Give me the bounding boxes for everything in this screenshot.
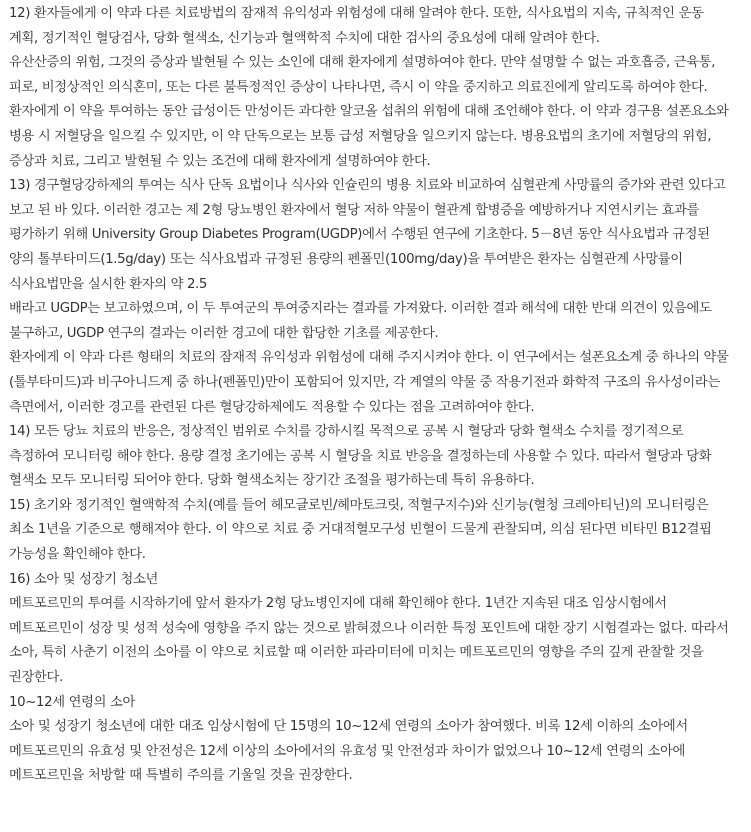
- paragraph-pediatric-trial: 소아 및 성장기 청소년에 대한 대조 임상시험에 단 15명의 10~12세 연령의 소아가 참여했다. 비록 12세 이하의 소아에서 메트포르민의 유효성 및 안전성은 12세 이상의 소아에서의 유효성 및 안전성과 차이가 없었으나 10~12세 연령의 소아에 메트포르민을 처방할 때 특별히 주의를 기울일 것을 권장한다.: [9, 719, 688, 784]
- paragraph-pediatric-growth: 메트포르민의 투여를 시작하기에 앞서 환자가 2형 당뇨병인지에 대해 확인해야 한다. 1년간 지속된 대조 임상시험에서 메트포르민이 성장 및 성적 성숙에 영향을 주지 않는 것으로 밝혀졌으나 이러한 특정 포인트에 대한 장기 시험결과는 없다. 따라서 소아, 특히 사춘기 이전의 소아를 이 약으로 치료할 때 이러한 파라미터에 미치는 메트포르민의 영향을 주의 깊게 관찰할 것을 권장한다.: [9, 596, 729, 686]
- paragraph-hematologic-monitoring: 15) 초기와 정기적인 혈액학적 수치(예를 들어 헤모글로빈/헤마토크릿, 적혈구지수)와 신기능(혈청 크레아티닌)의 모니터링은 최소 1년을 기준으로 행해져야 한다. 이 약으로 치료 중 거대적혈모구성 빈혈이 드물게 관찰되며, 의심 된다면 비타민 B12결핍 가능성을 확인해야 한다.: [9, 497, 712, 563]
- subheading-age-10-12: 10~12세 연령의 소아: [9, 694, 135, 710]
- paragraph-alcohol-hypoglycemia: 환자에게 이 약을 투여하는 동안 급성이든 만성이든 과다한 알코올 섭취의 위험에 대해 조언해야 한다. 이 약과 경구용 설폰요소와 병용 시 저혈당을 일으킬 수 있지만, 이 약 단독으로는 보통 급성 저혈당을 일으키지 않는다. 병용요법의 초기에 저혈당의 위험, 증상과 치료, 그리고 발현될 수 있는 조건에 대해 환자에게 설명하여야 한다.: [9, 104, 729, 169]
- paragraph-patient-information: 12) 환자들에게 이 약과 다른 치료방법의 잠재적 유익성과 위험성에 대해 알려야 한다. 또한, 식사요법의 지속, 규칙적인 운동 계획, 정기적인 혈당검사, 당화 혈색소, 신기능과 혈액학적 수치에 대한 검사의 중요성에 대해 알려야 한다.: [9, 6, 704, 46]
- paragraph-lactic-acidosis: 유산산증의 위험, 그것의 증상과 발현될 수 있는 소인에 대해 환자에게 설명하여야 한다. 만약 설명할 수 없는 과호흡증, 근육통, 피로, 비정상적인 의식혼미, 또는 다른 불특정적인 증상이 나타나면, 즉시 이 약을 중지하고 의료진에게 알리도록 하여야 한다.: [9, 55, 716, 95]
- paragraph-risk-benefit: 환자에게 이 약과 다른 형태의 치료의 잠재적 유익성과 위험성에 대해 주지시켜야 한다. 이 연구에서는 설폰요소계 중 하나의 약물(톨부타미드)과 비구아니드계 중 하나(펜폴민)만이 포함되어 있지만, 각 계열의 약물 중 작용기전과 화학적 구조의 유사성이라는 측면에서, 이러한 경고를 관련된 다른 혈당강하제에도 적용할 수 있다는 점을 고려하여야 한다.: [9, 350, 729, 415]
- paragraph-ugdp-result: 배라고 UGDP는 보고하였으며, 이 두 투여군의 투여중지라는 결과를 가져왔다. 이러한 결과 해석에 대한 반대 의견이 있음에도 불구하고, UGDP 연구의 결과는 이러한 경고에 대한 합당한 기초를 제공한다.: [9, 301, 712, 341]
- section-heading-pediatric: 16) 소아 및 성장기 청소년: [9, 571, 159, 587]
- paragraph-glucose-monitoring: 14) 모든 당뇨 치료의 반응은, 정상적인 범위로 수치를 강하시킬 목적으로 공복 시 혈당과 당화 혈색소 수치를 정기적으로 측정하여 모니터링 해야 한다. 용량 결정 초기에는 공복 시 혈당을 치료 반응을 결정하는데 사용할 수 있다. 따라서 혈당과 당화 혈색소 모두 모니터링 되어야 한다. 당화 혈색소치는 장기간 조절을 평가하는데 특히 유용하다.: [9, 424, 712, 489]
- paragraph-cardiovascular-mortality: 13) 경구혈당강하제의 투여는 식사 단독 요법이나 식사와 인슐린의 병용 치료와 비교하여 심혈관계 사망률의 증가와 관련 있다고 보고 된 바 있다. 이러한 경고는 제 2형 당뇨병인 환자에서 혈당 저하 약물이 혈관계 합병증을 예방하거나 지연시키는 효과를 평가하기 위해 University Group Diabetes Program(UGDP)에서 수행된 연구에 기초한다. 5－8년 동안 식사요법과 규정된 양의 톨부타미드(1.5g/day) 또는 식사요법과 규정된 용량의 펜폴민(100mg/day)을 투여받은 환자는 심혈관계 사망률이 식사요법만을 실시한 환자의 약 2.5: [9, 178, 726, 292]
